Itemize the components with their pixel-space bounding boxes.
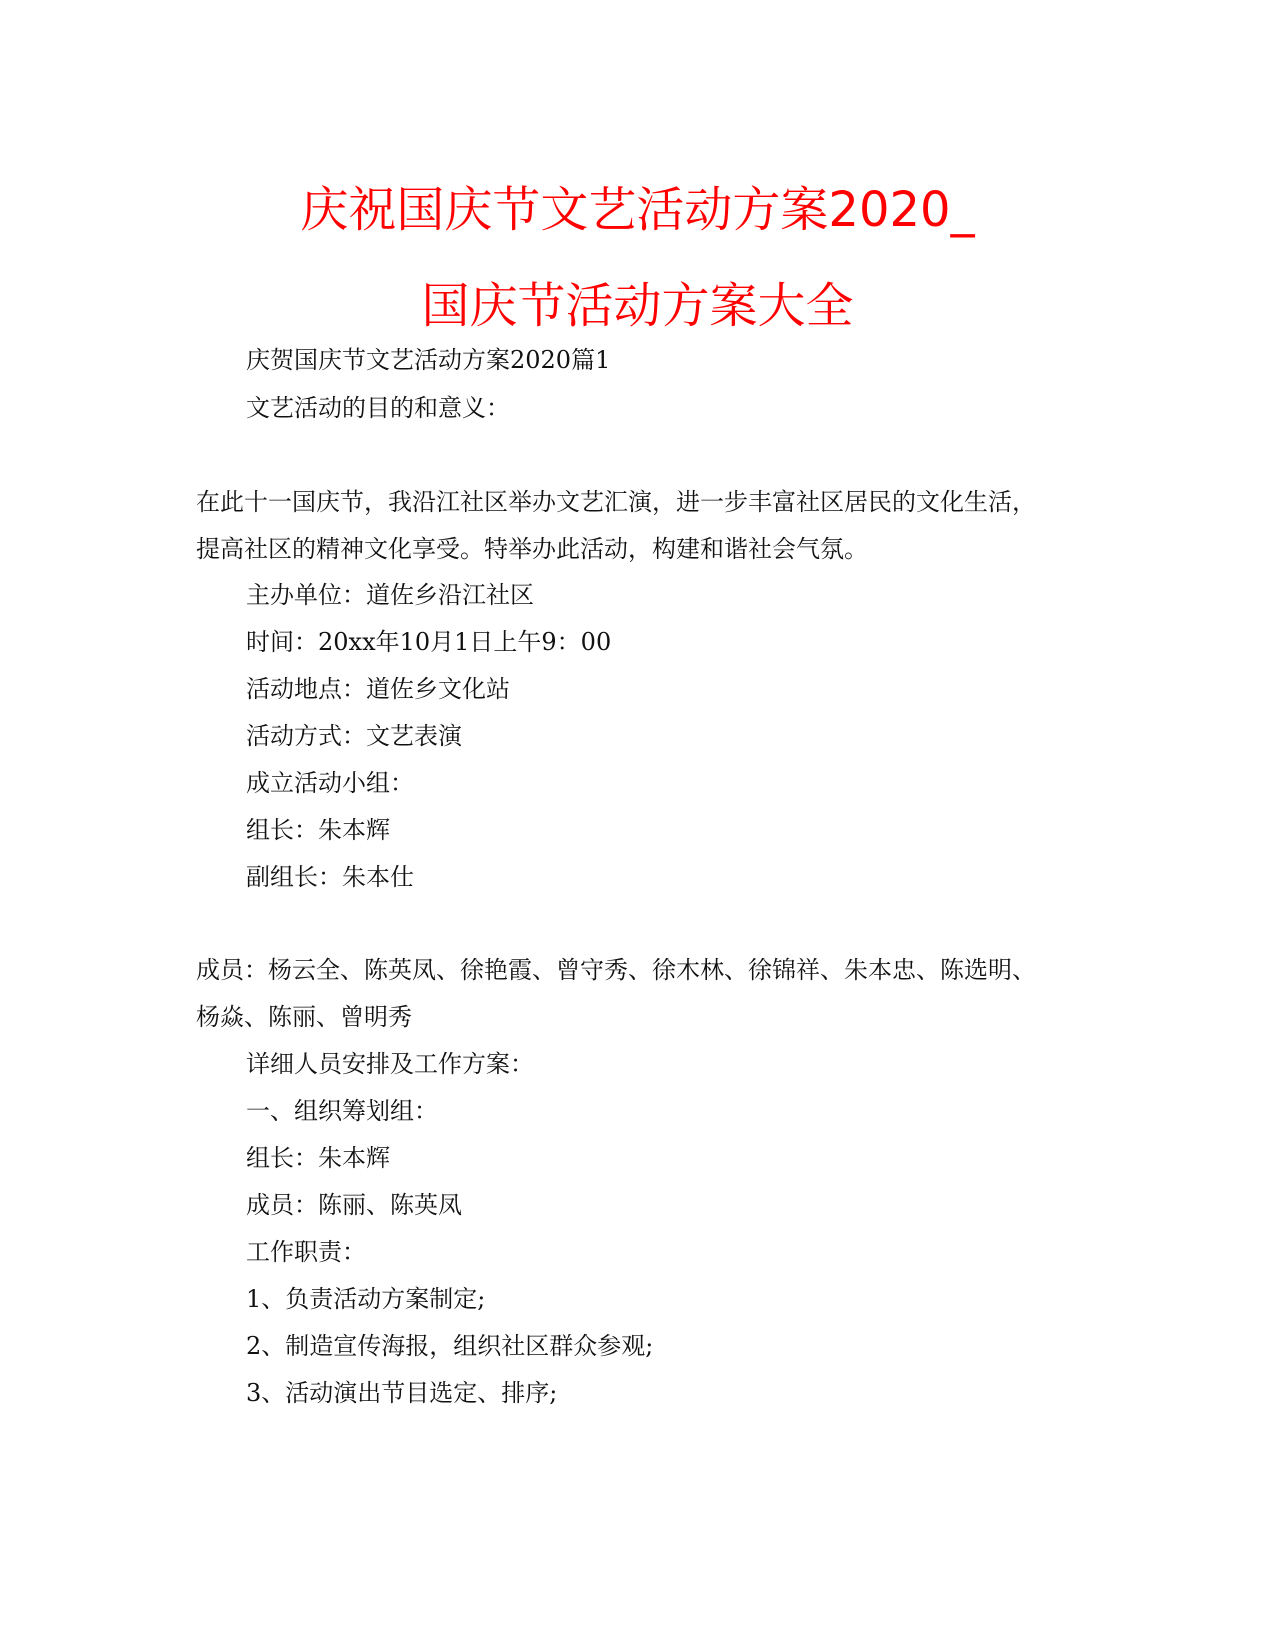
group-heading: 成立活动小组： <box>246 769 414 797</box>
leader-line: 组长：朱本辉 <box>246 816 390 844</box>
arrangement-heading: 详细人员安排及工作方案： <box>246 1050 534 1078</box>
purpose-paragraph-line-2: 提高社区的精神文化享受。特举办此活动，构建和谐社会气氛。 <box>196 535 868 563</box>
section1-members-line: 成员：陈丽、陈英凤 <box>246 1191 462 1219</box>
purpose-paragraph-line-1: 在此十一国庆节，我沿江社区举办文艺汇演，进一步丰富社区居民的文化生活， <box>196 488 1036 516</box>
time-line: 时间：20xx年10月1日上午9：00 <box>246 628 612 656</box>
section1-leader-line: 组长：朱本辉 <box>246 1144 390 1172</box>
deputy-leader-line: 副组长：朱本仕 <box>246 863 414 891</box>
document-title-line-1: 庆祝国庆节文艺活动方案2020_ <box>300 182 975 238</box>
section1-heading: 一、组织筹划组： <box>246 1097 438 1125</box>
duty-item-3: 3、活动演出节目选定、排序; <box>246 1379 558 1407</box>
duties-heading: 工作职责： <box>246 1238 366 1266</box>
members-line-1: 成员：杨云全、陈英凤、徐艳霞、曾守秀、徐木林、徐锦祥、朱本忠、陈选明、 <box>196 956 1036 984</box>
purpose-heading: 文艺活动的目的和意义： <box>246 394 510 422</box>
duty-item-2: 2、制造宣传海报，组织社区群众参观; <box>246 1332 654 1360</box>
location-line: 活动地点：道佐乡文化站 <box>246 675 510 703</box>
format-line: 活动方式：文艺表演 <box>246 722 462 750</box>
organizer-line: 主办单位：道佐乡沿江社区 <box>246 581 534 609</box>
duty-item-1: 1、负责活动方案制定; <box>246 1285 486 1313</box>
document-title-line-2: 国庆节活动方案大全 <box>421 278 854 334</box>
subtitle: 庆贺国庆节文艺活动方案2020篇1 <box>246 346 611 374</box>
members-line-2: 杨焱、陈丽、曾明秀 <box>196 1003 412 1031</box>
